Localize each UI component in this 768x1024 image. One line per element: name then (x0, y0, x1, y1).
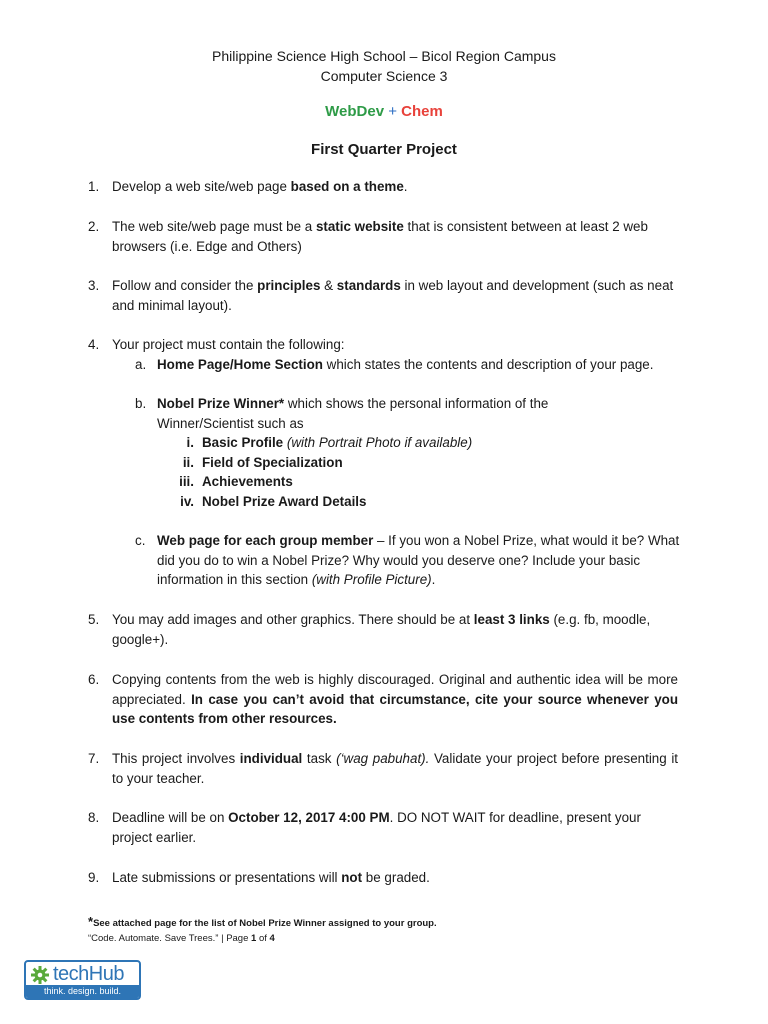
item-number: 2. (88, 219, 100, 234)
page-footer (88, 933, 275, 944)
text-run: Copying contents from the web is highly discouraged. Original and authentic idea will be more appreciated. (112, 672, 678, 707)
item-text (112, 335, 678, 355)
text-run: Deadline will be on (112, 810, 229, 825)
sub-item-label: a. (135, 357, 147, 372)
text-run: (with Profile Picture) (311, 572, 432, 587)
text-run: based on a theme (290, 179, 404, 194)
item-number: 7. (88, 751, 100, 766)
text-run: (‘wag pabuhat). (336, 751, 430, 766)
text-run: that is consistent between at least 2 web browsers (i.e. Edge and Others) (112, 219, 648, 254)
webdev-label: WebDev (325, 103, 385, 120)
page-total: 4 (269, 933, 275, 944)
roman-label: iv. (180, 494, 194, 509)
page-number: 1 (251, 933, 257, 944)
text-run: static website (315, 219, 404, 234)
footnote-text: See attached page for the list of Nobel Prize Winner assigned to your group. (93, 918, 437, 929)
motto: “Code. Automate. Save Trees.” (88, 933, 219, 944)
text-run: Basic Profile (202, 435, 284, 450)
sub-item-text (157, 394, 595, 433)
item-text (112, 610, 678, 649)
footnote-asterisk: * (88, 914, 94, 929)
sub-item-text (157, 355, 653, 375)
text-run: Home Page/Home Section (157, 357, 323, 372)
item-text (112, 217, 678, 256)
text-run: – If you won a Nobel Prize, what would it be? What did you do to win a Nobel Prize? Why would you deserve one? Include your basic information in this section (157, 533, 680, 587)
roman-text (202, 435, 472, 450)
text-run: Follow and consider the (112, 278, 258, 293)
text-run: (with Portrait Photo if available) (286, 435, 473, 450)
text-run: standards (336, 278, 401, 293)
roman-item (182, 453, 343, 473)
item-number: 6. (88, 672, 100, 687)
item-number: 1. (88, 179, 100, 194)
roman-item (179, 472, 293, 492)
item-number: 3. (88, 278, 100, 293)
item-number: 8. (88, 810, 100, 825)
item-text (112, 276, 678, 315)
text-run: Field of Specialization (202, 455, 343, 470)
text-run: Develop a web site/web page (112, 179, 291, 194)
sub-item-label: c. (135, 533, 146, 548)
text-run: Your project must contain the following: (112, 337, 345, 352)
chem-label: Chem (401, 103, 443, 120)
techhub-logo (24, 960, 141, 1000)
roman-text (202, 455, 343, 470)
text-run: in web layout and development (such as neat and minimal layout). (112, 278, 674, 313)
item-text (112, 868, 678, 888)
item-text (112, 670, 678, 729)
item-number: 4. (88, 337, 100, 352)
text-run: Achievements (202, 474, 293, 489)
text-run: . (403, 179, 408, 194)
text-run: Nobel Prize Winner* (157, 396, 285, 411)
text-run: principles (257, 278, 321, 293)
text-run: . (431, 572, 436, 587)
text-run: Validate your project before presenting it to your teacher. (112, 751, 679, 786)
text-run: & (320, 278, 337, 293)
text-run: be graded. (362, 870, 430, 885)
text-run: task (302, 751, 337, 766)
roman-item (180, 492, 367, 512)
roman-label: iii. (179, 474, 194, 489)
of-label: of (256, 933, 270, 944)
item-number: 9. (88, 870, 100, 885)
text-run: Web page for each group member (157, 533, 374, 548)
page-label: Page (226, 933, 252, 944)
text-run: individual (239, 751, 303, 766)
roman-item (186, 433, 473, 453)
text-run: October 12, 2017 4:00 PM (228, 810, 390, 825)
text-run: You may add images and other graphics. There should be at (112, 612, 474, 627)
item-number: 5. (88, 612, 100, 627)
project-title: First Quarter Project (311, 141, 457, 158)
item-text (112, 177, 678, 197)
text-run: not (341, 870, 363, 885)
text-run: (e.g. fb, moodle, google+). (112, 612, 651, 647)
course-name: Computer Science 3 (320, 68, 448, 84)
gear-icon (30, 965, 50, 985)
text-run: which states the contents and description of your page. (322, 357, 654, 372)
text-run: Nobel Prize Award Details (202, 494, 367, 509)
logo-brand: techHub (53, 963, 124, 985)
plus-sign: + (388, 103, 397, 120)
text-run: Late submissions or presentations will (112, 870, 342, 885)
sub-item-text (157, 531, 680, 590)
roman-label: i. (186, 435, 194, 450)
text-run: This project involves (112, 751, 240, 766)
item-text (112, 749, 678, 788)
text-run: which shows the personal information of the Winner/Scientist such as (157, 396, 549, 431)
text-run: least 3 links (473, 612, 550, 627)
school-name: Philippine Science High School – Bicol Region Campus (212, 48, 556, 64)
roman-text (202, 474, 293, 489)
sub-item-label: b. (135, 396, 147, 411)
footer-separator: | (218, 933, 227, 944)
roman-label: ii. (182, 455, 194, 470)
roman-text (202, 494, 366, 509)
logo-tagline: think. design. build. (26, 985, 139, 998)
text-run: . DO NOT WAIT for deadline, present your project earlier. (112, 810, 641, 845)
subject-heading (0, 103, 768, 120)
item-text (112, 808, 678, 847)
text-run: The web site/web page must be a (112, 219, 316, 234)
text-run: In case you can’t avoid that circumstance, cite your source whenever you use contents from other resources. (112, 691, 679, 726)
footnote (88, 914, 437, 929)
